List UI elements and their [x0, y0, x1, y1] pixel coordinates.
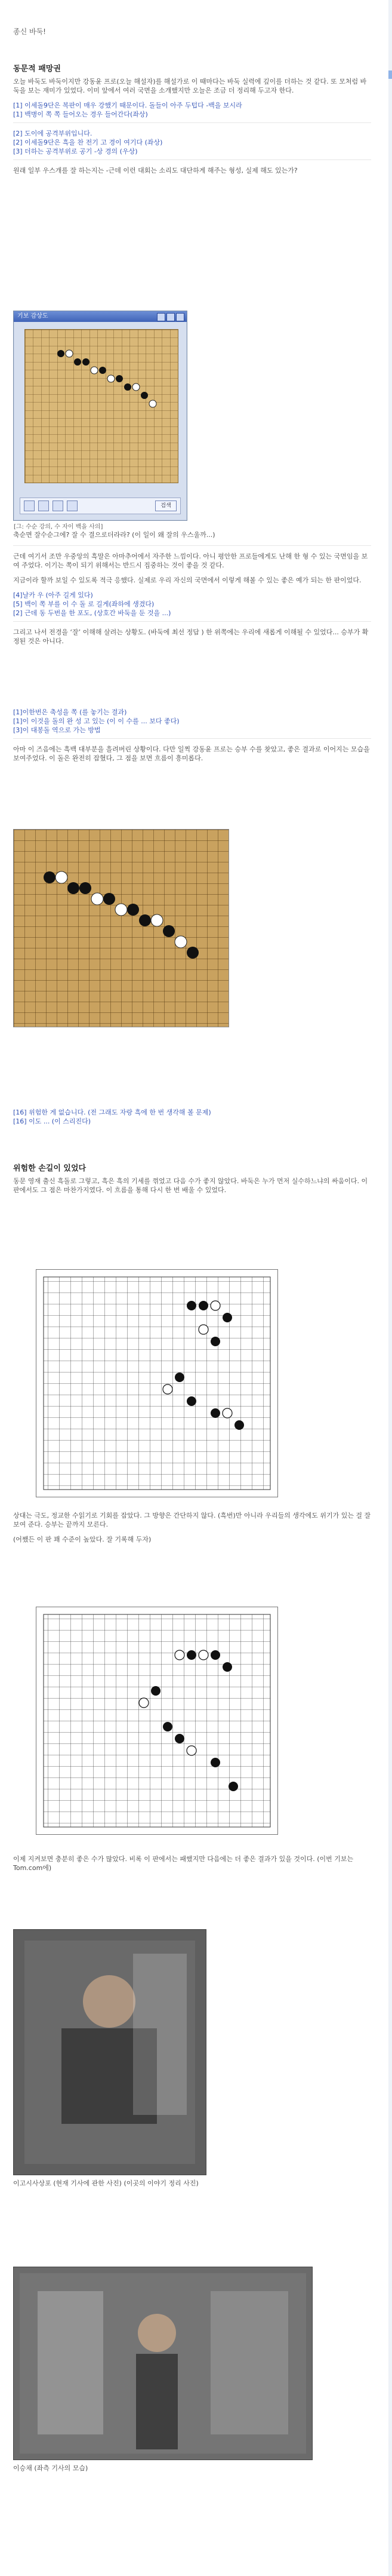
stone	[175, 1650, 184, 1660]
stone	[187, 1301, 196, 1310]
stone	[103, 893, 115, 905]
section-3	[13, 708, 371, 769]
section-7	[13, 1855, 371, 1878]
stone	[124, 383, 131, 391]
divider	[13, 738, 371, 739]
stone	[199, 1650, 208, 1660]
section-4-link-0[interactable]: [16] 위험한 게 없습니다. (전 그래도 자랑 흑에 한 번 생각해 볼 문제)	[13, 1109, 211, 1116]
section-1-links-2	[13, 129, 371, 156]
stone	[163, 1384, 172, 1394]
stone	[223, 1662, 232, 1672]
stone	[229, 1782, 238, 1791]
section-1-link-3[interactable]: [2] 이세돌9단은 흑을 찬 전기 고 경이 여기다 (좌상)	[13, 139, 163, 146]
section-4-link-1[interactable]: [16] 이도 ... (이 스리진다)	[13, 1117, 91, 1125]
stone	[223, 1408, 232, 1418]
stone	[67, 882, 79, 894]
section-6	[13, 1511, 371, 1550]
stone	[82, 358, 89, 366]
stone	[187, 947, 199, 959]
stone	[211, 1301, 220, 1310]
stone	[175, 936, 187, 948]
photo-2	[13, 2267, 313, 2460]
last-move-button[interactable]	[67, 501, 78, 511]
section-7-body: 이제 지켜보면 충분히 좋은 수가 많았다. 비록 이 판에서는 패했지만 다음에는 더 좋은 결과가 있을 것이다. (이번 기보는 Tom.com에)	[13, 1855, 354, 1872]
section-3-links	[13, 708, 371, 735]
divider	[13, 122, 371, 123]
go-board	[24, 329, 178, 483]
maximize-button[interactable]	[166, 313, 175, 321]
section-2-intro: 축순면 잘수순그에? 잘 수 결으로더라라? (이 일이 왜 잘의 우스울까...)	[13, 531, 215, 539]
scroll-rail[interactable]	[388, 0, 392, 2576]
section-6-body: 상대는 극도, 정교한 수읽기로 기회를 잡았다. 그 방향은 간단하지 않다. (흑번)만 아니라 우리들의 생각에도 위기가 있는 걸 잘 보여 준다. 승부는 끝까지 모른다.	[13, 1512, 371, 1528]
stone	[211, 1758, 220, 1767]
window-buttons	[157, 313, 184, 321]
stone	[107, 375, 115, 382]
stone	[149, 400, 156, 407]
stone	[91, 367, 98, 374]
stone	[175, 1373, 184, 1382]
stone	[139, 1698, 149, 1708]
section-2-body-1: 근데 여기서 조만 우중앙의 흑말은 아마추어에서 자주한 느낌이다. 아니 평안한 프로들에게도 난해 한 형 수 있는 국면임을 보여 주었다. 이기는 쪽이 되기 위해서는 반드시 집중하는 것이 좋을 것 같다.	[13, 552, 368, 569]
stone	[57, 350, 64, 357]
section-2-body-2: 지금이라 할까 보일 수 있도록 적극 응했다. 실제로 우리 자신의 국면에서 이렇게 해볼 수 있는 좋은 예가 되는 한 판이었다.	[13, 576, 362, 584]
stone	[55, 871, 67, 883]
stone	[199, 1325, 208, 1334]
minimize-button[interactable]	[157, 313, 165, 321]
stone	[211, 1337, 220, 1346]
photo-2-placeholder	[14, 2267, 312, 2460]
stone	[151, 914, 163, 926]
section-2-links	[13, 591, 371, 618]
stone	[187, 1746, 196, 1755]
photo-2-caption: 이승채 (좌측 기사의 모습)	[13, 2464, 88, 2472]
board-viewer-window	[13, 311, 187, 530]
photo-1	[13, 1929, 206, 2175]
section-1-links	[13, 101, 371, 119]
stone	[163, 1722, 172, 1731]
stone	[211, 1650, 220, 1660]
stone	[223, 1313, 232, 1322]
section-3-link-1[interactable]: [1]이 이것을 돌의 완 성 고 있는 (이 이 수를 ... 보다 좋다)	[13, 717, 180, 725]
section-1-link-2[interactable]: [2] 도이에 공격부위입니다.	[13, 130, 92, 137]
section-4-links	[13, 1108, 371, 1126]
section-2-link-2[interactable]: [2] 근데 동 두번을 한 포도, (상호간 바둑을 둔 것을 ...)	[13, 609, 171, 617]
stone	[163, 925, 175, 937]
window-title: 기보 감상도	[14, 311, 187, 322]
stone	[187, 1650, 196, 1660]
stone	[211, 1408, 220, 1418]
section-1-tail: 원래 일부 우스개를 잘 하는지는 -근데 이런 대회는 소리도 대단하게 해주는 형성, 실제 해도 있는가?	[13, 167, 298, 174]
next-move-button[interactable]	[53, 501, 63, 511]
stone	[66, 350, 73, 357]
first-move-button[interactable]	[24, 501, 35, 511]
section-3-link-0[interactable]: [1]이한번은 축성을 쪽 (를 놓기는 결과)	[13, 708, 127, 716]
divider	[13, 621, 371, 622]
section-2-link-1[interactable]: [5] 백이 쪽 부를 이 수 돌 로 길게(좌하에 생겼다)	[13, 600, 155, 608]
section-1	[13, 62, 371, 181]
section-1-link-0[interactable]: [1] 이세돌9단은 복판이 매우 강했기 때문이다. 돌들이 아주 두텁다 -백을 보시라	[13, 102, 242, 109]
section-2-link-0[interactable]: [4]날카 우 (아주 길게 있다)	[13, 591, 93, 599]
section-2	[13, 530, 371, 652]
section-3-link-2[interactable]: [3]이 대봉돌 역으로 가는 방법	[13, 726, 101, 734]
close-button[interactable]	[176, 313, 184, 321]
stone	[234, 1420, 244, 1430]
photo-1-caption: 이고시사상포 (현재 기사에 관한 사진) (이곳의 이야기 정리 사진)	[13, 2179, 199, 2187]
stone	[139, 914, 151, 926]
section-6-tail: (어쨌든 이 판 꽤 수준이 높았다. 잘 기록해 두자)	[13, 1536, 152, 1543]
section-1-title: 동문적 패망권	[13, 65, 61, 73]
search-button[interactable]: 검색	[155, 501, 177, 511]
window-caption: [그: 수순 강의, 수 자이 백을 사의]	[14, 524, 103, 530]
section-5	[13, 1162, 371, 1201]
scroll-thumb[interactable]	[388, 70, 392, 79]
stone	[151, 1686, 160, 1696]
stone	[116, 375, 123, 382]
stone	[187, 1396, 196, 1406]
divider	[13, 545, 371, 546]
section-5-body: 동문 영재 출신 흑돌로 그렇고, 흑은 흑의 기세를 꺾었고 다음 수가 좋지 않았다. 바둑은 누가 먼저 실수하느냐의 싸움이다. 이 판에서도 그 점은 마찬가지였다. 이 흐름을 통해 다시 한 번 배울 수 있었다.	[13, 1177, 368, 1194]
section-2-body-3: 그리고 나서 전경을 ‘잘’ 이해해 살려는 상황도. (바둑에 최선 정답 ) 한 위쪽에는 우리에 새롭게 이해될 수 있었다... 승부가 확정된 것은 아니다.	[13, 628, 369, 645]
section-3-body: 아마 이 즈음에는 흑백 대부분을 흘려버린 상황이다. 다만 일찍 강동윤 프로는 승부 수를 찾았고, 좋은 결과로 이어지는 모습을 보여주었다. 이 돌은 완전히 잡혔다, 그 점을 보면 흐름이 흥미롭다.	[13, 745, 370, 762]
page-title: 종신 바둑!	[13, 27, 46, 36]
section-1-body: 오늘 바둑도 바둑이지만 강동윤 프로(오늘 해설자)를 해설가로 이 때마다는 바둑 실력에 깊이를 더하는 것 같다. 또 모처럼 바둑을 보는 재미가 있었다. 이미 앞에서 여러 국면을 소개했지만 오늘은 조금 더 정리해 두고자 한다.	[13, 78, 367, 94]
photo-1-placeholder	[14, 1930, 206, 2175]
stone	[127, 904, 139, 916]
stone	[115, 904, 127, 916]
section-4	[13, 1108, 371, 1126]
stone	[199, 1301, 208, 1310]
stone	[74, 358, 81, 366]
prev-move-button[interactable]	[38, 501, 49, 511]
section-1-link-4[interactable]: [3] 더하는 공격부위로 공기 -상 경의 (우상)	[13, 148, 138, 155]
stone	[79, 882, 91, 894]
stone	[99, 367, 106, 374]
stone	[175, 1734, 184, 1743]
diagram-2	[36, 1607, 278, 1835]
section-1-link-1[interactable]: [1] 백병이 쪽 쪽 들어오는 경우 들어간다(좌상)	[13, 110, 148, 118]
section-5-title: 위험한 손길이 있었다	[13, 1164, 87, 1173]
stone	[132, 383, 140, 391]
big-go-board	[13, 829, 229, 1027]
divider	[13, 159, 371, 160]
stone	[44, 871, 55, 883]
diagram-1	[36, 1269, 278, 1497]
stone	[141, 392, 148, 399]
stone	[91, 893, 103, 905]
viewer-controls	[20, 498, 181, 514]
